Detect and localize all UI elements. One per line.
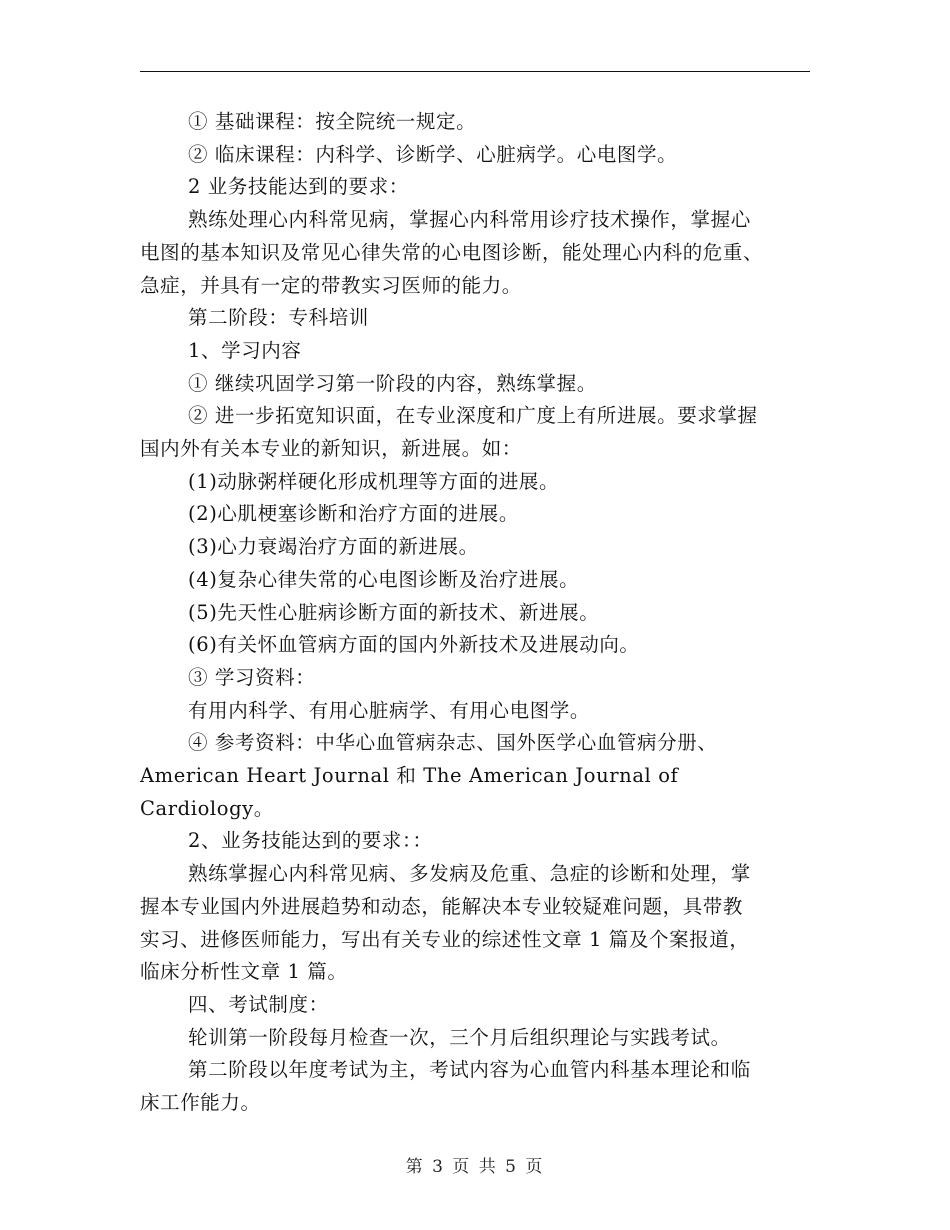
header-rule [140, 71, 810, 72]
text-line: 国内外有关本专业的新知识，新进展。如： [140, 437, 522, 461]
text-line: 床工作能力。 [140, 1091, 261, 1115]
text-line: (6)有关怀血管病方面的国内外新技术及进展动向。 [188, 633, 640, 657]
text-line: 电图的基本知识及常见心律失常的心电图诊断，能处理心内科的危重、 [140, 240, 764, 264]
text-line: 握本专业国内外进展趋势和动态，能解决本专业较疑难问题，具带教 [140, 894, 744, 918]
document-body [140, 106, 810, 1120]
text-line: American Heart Journal 和 The American Journal of [140, 764, 679, 788]
text-line: 第二阶段：专科培训 [188, 306, 369, 330]
text-line: 1、学习内容 [188, 338, 302, 362]
text-line: 临床分析性文章 1 篇。 [140, 960, 348, 984]
text-line: ③ 学习资料： [188, 665, 316, 689]
text-line: ② 临床课程：内科学、诊断学、心脏病学。心电图学。 [188, 142, 678, 166]
text-line: (2)心肌梗塞诊断和治疗方面的进展。 [188, 502, 519, 526]
text-line: (4)复杂心律失常的心电图诊断及治疗进展。 [188, 567, 580, 591]
text-line: 熟练处理心内科常见病，掌握心内科常用诊疗技术操作，掌握心 [188, 208, 751, 232]
text-line: 第二阶段以年度考试为主，考试内容为心血管内科基本理论和临 [188, 1058, 751, 1082]
text-line: 急症，并具有一定的带教实习医师的能力。 [140, 273, 522, 297]
text-line: 2 业务技能达到的要求： [188, 175, 409, 199]
text-line: 实习、进修医师能力，写出有关专业的综述性文章 1 篇及个案报道， [140, 927, 750, 951]
text-line: ① 继续巩固学习第一阶段的内容，熟练掌握。 [188, 371, 597, 395]
text-line: ① 基础课程：按全院统一规定。 [188, 110, 477, 133]
text-line: (3)心力衰竭治疗方面的新进展。 [188, 535, 479, 559]
text-line: 轮训第一阶段每月检查一次，三个月后组织理论与实践考试。 [188, 1025, 731, 1049]
page-number-footer: 第 3 页 共 5 页 [405, 1157, 545, 1177]
text-line: 熟练掌握心内科常见病、多发病及危重、急症的诊断和处理，掌 [188, 862, 751, 886]
text-line: ④ 参考资料：中华心血管病杂志、国外医学心血管病分册、 [188, 731, 718, 755]
text-line: 2、业务技能达到的要求：： [188, 829, 433, 853]
text-line: (1)动脉粥样硬化形成机理等方面的进展。 [188, 469, 560, 493]
text-line: ② 进一步拓宽知识面，在专业深度和广度上有所进展。要求掌握 [188, 404, 758, 428]
text-line: (5)先天性心脏病诊断方面的新技术、新进展。 [188, 600, 600, 624]
text-line: 四、考试制度： [188, 992, 329, 1016]
text-line: 有用内科学、有用心脏病学、有用心电图学。 [188, 698, 591, 722]
text-line: Cardiology。 [140, 796, 274, 820]
